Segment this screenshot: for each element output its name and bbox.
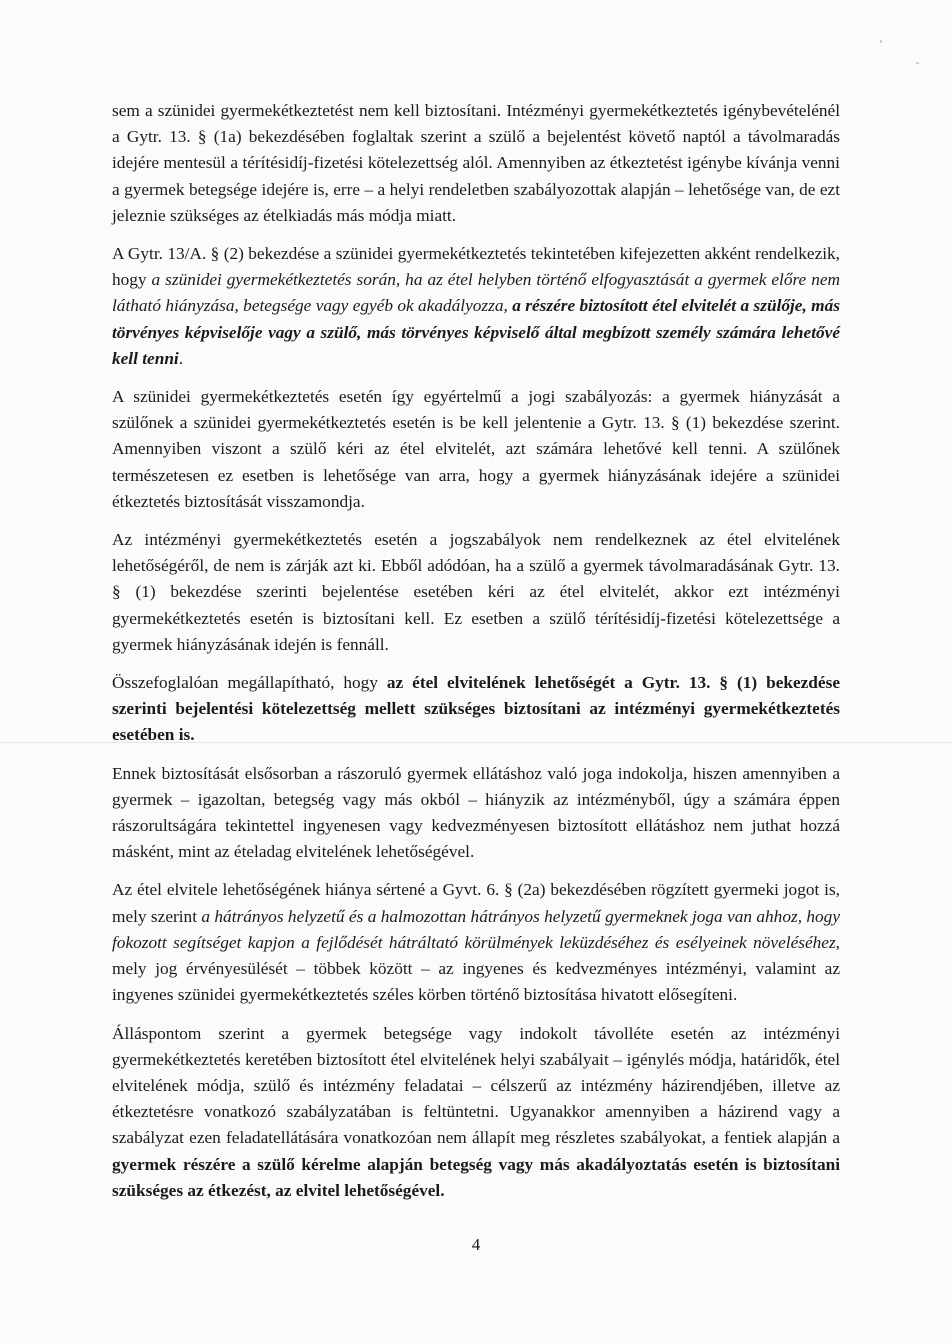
paragraph [112,98,840,229]
text-run: Álláspontom szerint a gyermek betegsége vagy indokolt távolléte esetén az intézményi gyermekétkeztetés keretében biztosított étel elvitelének helyi szabályait – igénylés módja, határidők, étel elvitelének módja, szülő és intézmény feladatai – célszerű az intézmény házirendjében, illetve az étkeztetésre vonatkozó szabályzatában is feltüntetni. Ugyanakkor amennyiben a házirend vagy a szabályzat ezen feladatellátására vonatkozóan nem állapít meg részletes szabályokat, a fentiek alapján a [112,1023,840,1148]
text-run: sem a szünidei gyermekétkeztetést nem kell biztosítani. Intézményi gyermekétkeztetés igénybevételénél a Gytr. 13. § (1a) bekezdésében foglaltak szerint a szülő a bejelentést követő naptól a távolmaradás idejére mentesül a térítésidíj-fizetési kötelezettség alól. Amennyiben az étkeztetést igénybe kívánja venni a gyermek betegsége idejére is, erre – a helyi rendeletben szabályozottak alapján – lehetősége van, de ezt jeleznie szükséges az ételkiadás más módja miatt. [112,101,840,225]
text-run: a hátrányos helyzetű és a halmozottan hátrányos helyzetű gyermeknek joga van ahhoz, hogy fokozott segítséget kapjon a fejlődését hátráltató körülmények leküzdéséhez és esélyeinek növeléséhez [112,906,840,952]
paragraph [112,384,840,515]
text-run: , mely jog érvényesülését – többek között – az ingyenes és kedvezményes intézményi, valamint az ingyenes szünidei gyermekétkeztetés széles körben történő biztosítása hivatott elősegíteni. [112,932,840,1005]
text-run: gyermek részére a szülő kérelme alapján betegség vagy más akadályoztatás esetén is biztosítani szükséges az étkezést, az elvitel lehetőségével. [112,1154,840,1200]
paragraph [112,670,840,749]
text-run: Összefoglalóan megállapítható, hogy [112,673,387,693]
text-run: Ennek biztosítását elsősorban a rászoruló gyermek ellátáshoz való joga indokolja, hiszen amennyiben a gyermek – igazoltan, betegség vagy más okból – hiányzik az intézményből, úgy a számára éppen rászorultságára tekintettel ingyenesen vagy kedvezményesen biztosított ellátáshoz nem juthat hozzá másként, mint az ételadag elvitelének lehetőségével. [112,763,840,862]
document-body [112,98,840,1216]
text-run: Az étel elvitele lehetőségének hiánya sértené a Gyvt. 6. § (2a) bekezdésében rögzített gyermeki jogot is, mely szerint [112,880,840,926]
text-run: az étel elvitelének lehetőségét a Gytr. 13. § (1) bekezdése szerinti bejelentési kötelezettség mellett szükséges biztosítani az intézményi gyermekétkeztetés esetében is. [112,673,840,745]
paragraph [112,527,840,658]
paragraph [112,877,840,1008]
paragraph [112,761,840,866]
text-run: a részére biztosított étel elvitelét a szülője, más törvényes képviselője vagy a szülő, más törvényes képviselő által megbízott személy számára lehetővé kell tenni [112,296,840,368]
scan-speck [916,62,919,64]
page-number: 4 [471,1235,481,1254]
scan-speck [880,40,882,43]
paragraph [112,1021,840,1204]
paragraph [112,241,840,372]
text-run: Az intézményi gyermekétkeztetés esetén a jogszabályok nem rendelkeznek az étel elvitelének lehetőségéről, de nem is zárják azt ki. Ebből adódóan, ha a szülő a gyermek távolmaradásának Gytr. 13. § (1) bekezdése szerinti bejelentése esetében kéri az étel elvitelét, akkor ezt intézményi gyermekétkeztetés esetén is biztosítani kell. Ez esetben a szülő térítésidíj-fizetési kötelezettsége a gyermek hiányzásának idején is fennáll. [112,530,840,654]
text-run: A szünidei gyermekétkeztetés esetén így egyértelmű a jogi szabályozás: a gyermek hiányzását a szülőnek a szünidei gyermekétkeztetés esetén is be kell jelentenie a Gytr. 13. § (1) bekezdése szerint. Amennyiben viszont a szülő kéri az étel elvitelét, azt számára lehetővé kell tenni. A szülőnek természetesen ez esetben is lehetősége van arra, hogy a gyermek hiányzásának idejére a szünidei étkeztetés biztosítását visszamondja. [112,387,840,511]
text-run: A Gytr. 13/A. § (2) bekezdése a szünidei gyermekétkeztetés tekintetében kifejezetten akként rendelkezik, hogy [112,244,840,290]
text-run: . [178,348,184,368]
text-run: a szünidei gyermekétkeztetés során, ha az étel helyben történő elfogyasztását a gyermek előre nem látható hiányzása, betegsége vagy egyéb ok akadályozza, [112,270,840,316]
